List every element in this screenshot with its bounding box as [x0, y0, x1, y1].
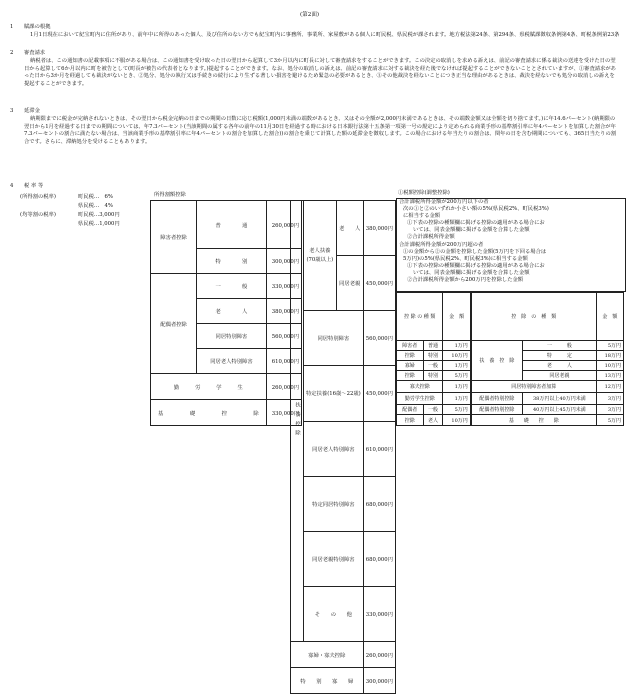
deduction-amount: 380,000円	[363, 201, 395, 256]
adj-sub: 一般	[423, 361, 443, 371]
adj-amount: 12万円	[596, 381, 623, 393]
deduction-type: 特 別	[197, 249, 267, 274]
deduction-amount	[363, 531, 395, 586]
adj-amount: 1万円	[443, 381, 471, 393]
adj-cat: 寡婦	[397, 361, 424, 371]
adj-cat: 配偶者特別控除	[471, 393, 523, 405]
adj-sub: 一般	[423, 405, 443, 415]
adj-cat: 障害者	[397, 341, 424, 351]
adj-amount: 10万円	[443, 415, 471, 426]
section-number: 2	[10, 50, 13, 57]
deduction-amount: 330,000円	[266, 274, 301, 299]
adj-amount: 18万円	[596, 351, 623, 361]
adj-head: 控 除 の 種 類	[471, 293, 596, 341]
adjust-title: ①税額控除(調整控除)	[398, 190, 450, 197]
deduction-type: 特定扶養(16歳～22歳)	[304, 366, 364, 421]
adj-sub: 40万円以上45万円未満	[523, 405, 597, 415]
adjust-line: 次の①と②のいずれか小さい額の5%(県民税2%、町民税3%)	[403, 206, 549, 213]
page-title: (第2面)	[300, 10, 319, 18]
section-number: 3	[10, 108, 13, 115]
adj-sub: 特別	[423, 371, 443, 381]
deduction-table-title: 所得割額控除	[154, 192, 186, 199]
adj-sub: 普通	[423, 341, 443, 351]
deduction-type: 老人扶養 (70歳以上)	[304, 201, 337, 311]
deduction-amount: 560,000円	[363, 311, 395, 366]
deduction-type: 同居老人特別障害	[197, 349, 267, 374]
adjust-line: いては、同表金額欄に掲げる金額を合算した金額	[413, 227, 530, 234]
adj-cat: 基 礎 控 除	[471, 415, 596, 426]
adj-amount: 1万円	[443, 361, 471, 371]
section-heading: 賦課の根拠	[24, 24, 51, 31]
deduction-amount	[363, 642, 395, 668]
deduction-category: 配偶者控除	[151, 274, 197, 374]
section-heading: 審査請求	[24, 50, 45, 57]
deduction-type	[291, 642, 364, 668]
adjust-line: ①の金額から②の金額を控除した金額(5万円を下回る場合は	[403, 249, 546, 256]
rate-value: 町民税…3,000円	[78, 212, 120, 219]
adj-amount: 3万円	[596, 393, 623, 405]
adj-cat: 配偶者	[397, 405, 424, 415]
deduction-type: 勤 労 学 生	[151, 374, 267, 400]
adj-head: 控 除 の 種 類	[397, 293, 443, 341]
adjust-line: 合計課税所得金額が200万円超の者	[399, 242, 483, 249]
adj-amount: 5万円	[596, 415, 623, 426]
adj-head: 金 額	[443, 293, 471, 341]
deduction-amount: 450,000円	[363, 256, 395, 311]
adj-sub: 老人	[423, 415, 443, 426]
adjust-line: いては、同表金額欄に掲げる金額を合算した金額	[413, 270, 530, 277]
adj-cat: 寡夫控除	[397, 381, 443, 393]
adj-amount: 1万円	[443, 393, 471, 405]
deduction-type: 特定同居特別障害	[304, 476, 364, 531]
adj-cat: 勤労学生控除	[397, 393, 443, 405]
deduction-type	[291, 668, 364, 694]
deduction-type: 老 人	[197, 299, 267, 324]
deduction-type: 普 通	[197, 201, 267, 249]
adj-amount: 1万円	[443, 341, 471, 351]
adj-cat: 控除	[397, 371, 424, 381]
section-text: 納税者は、この通知書の記載事項に不服がある場合は、この通知書を受け取った日の翌日から起算して3か月以内に町長に対して審査請求をすることができます。この決定の取消しを求める訴えは、前記の審査請求に係る裁決の送達を受けた日の翌日から起算して6か月以内に町を被告として(町長が被告の代表者となります。)提起することができます。なお、処分の取消しの訴えは、前記の審査請求に対する裁決を経た後でなければ提起することができないこととされていますが、①審査請求があった日から3か月を経過しても裁決がないとき、②処分、処分の執行又は手続きの続行により生ずる著しい損害を避けるため緊急の必要があるとき、③その他裁決を経ないことにつき正当な理由があるときは、裁決を経ないでも処分の取消しの訴えを提起することができます。	[24, 58, 620, 88]
deduction-amount: 260,000円	[266, 201, 301, 249]
adjust-line: 合計課税所得金額が200万円以下の者	[399, 199, 489, 206]
adj-sub: 老 人	[523, 361, 597, 371]
deduction-type: 同居特別障害	[304, 311, 364, 366]
adj-amount: 10万円	[596, 361, 623, 371]
adj-sub: 一 般	[523, 341, 597, 351]
adjust-line: ①下表の控除の種類欄に掲げる控除の適用がある場合にお	[407, 263, 545, 270]
deduction-type	[304, 531, 364, 586]
deduction-amount: 380,000円	[266, 299, 301, 324]
section-text: 1月1日現在において紀宝町内に住所があり、前年中に所得のあった個人、及び住所のない方でも紀宝町内に事務所、事業所、家屋敷がある個人に町民税、県民税が課されます。地方税法第24条、第294条、県税賦課徴収条例第4条、町税条例第23条	[24, 32, 620, 40]
adj-cat: 同居特別障害者加算	[471, 381, 596, 393]
deduction-amount: 610,000円	[363, 421, 395, 476]
deduction-amount: 300,000円	[266, 249, 301, 274]
deduction-type: 同居老人特別障害	[304, 421, 364, 476]
section-heading: 延滞金	[24, 108, 40, 115]
adjust-line: ②合計課税所得金額から200万円を控除した金額	[407, 277, 523, 284]
adj-amount: 5万円	[443, 405, 471, 415]
deduction-amount: 680,000円	[363, 476, 395, 531]
section-heading: 税 率 等	[24, 183, 43, 190]
adjust-table	[396, 292, 624, 426]
deduction-category: 障害者控除	[151, 201, 197, 274]
section-number: 4	[10, 183, 13, 190]
adj-amount: 13万円	[596, 371, 623, 381]
deduction-amount: 560,000円	[266, 324, 301, 349]
adj-amount: 5万円	[443, 371, 471, 381]
rate-label: (均等割の税率)	[20, 212, 56, 219]
rate-value: 県民税… 4%	[78, 203, 113, 210]
deduction-table-left	[150, 200, 302, 426]
adj-amount: 3万円	[596, 405, 623, 415]
fuyo-vertical-label: 扶養控除	[291, 201, 304, 642]
adjust-line: 5万円)の5%(県民税2%、町民税3%)に相当する金額	[403, 256, 528, 263]
adj-cat: 控除	[397, 415, 424, 426]
deduction-table-right	[290, 200, 396, 694]
deduction-type: 同居特別障害	[197, 324, 267, 349]
adjust-line: に相当する金額	[403, 213, 440, 220]
adj-cat: 扶 養 控 除	[471, 341, 523, 381]
deduction-amount	[363, 668, 395, 694]
deduction-subtype: 老 人	[336, 201, 363, 256]
rate-value: 町民税… 6%	[78, 194, 113, 201]
section-text: 納期限までに税金が完納されないときは、その翌日から税金完納の日までの期間の日数に応じ税額(1,000円未満の端数があるとき、又はその全額が2,000円未満であるときは、その端数金額又は全額を切り捨てます。)に年14.6パーセント(納期限の翌日から1月を経過する日までの期間については、年7.3パーセント(当該期間の属する各年の前年の11月30日を経過する時における日本銀行法第十五条第一項第一号の規定により定められる商業手形の基準割引率に年4パーセントを加算した割合が年7.3パーセントの割合に満たない場合は、当該商業手形の基準割引率に年4パーセントの割合を加算した割合))の割合を乗じて計算した額の延滞金を徴収します。この場合における年当たりの割合は、閏年の日を含む期間についても、365日当たりの割合です。さらに、滞納処分を受けることもあります。	[24, 116, 620, 146]
deduction-amount: 450,000円	[363, 366, 395, 421]
deduction-amount: 610,000円	[266, 349, 301, 374]
section-number: 1	[10, 24, 13, 31]
rate-value: 県民税…1,000円	[78, 221, 120, 228]
adj-sub: 特別	[423, 351, 443, 361]
adjust-line: ①下表の控除の種類欄に掲げる控除の適用がある場合にお	[407, 220, 545, 227]
deduction-subtype: 同居老親	[336, 256, 363, 311]
adj-amount: 5万円	[596, 341, 623, 351]
deduction-type	[304, 586, 364, 641]
deduction-amount: 330,000円	[266, 400, 301, 426]
adj-head: 金 額	[596, 293, 623, 341]
deduction-type: 基 礎 控 除	[151, 400, 267, 426]
deduction-amount	[363, 586, 395, 641]
deduction-amount: 260,000円	[266, 374, 301, 400]
adj-sub: 38万円以上40万円未満	[523, 393, 597, 405]
adjust-line: ②合計課税所得金額	[407, 234, 455, 241]
adj-cat: 配偶者特別控除	[471, 405, 523, 415]
adj-amount: 10万円	[443, 351, 471, 361]
adj-sub: 同居老親	[523, 371, 597, 381]
adj-sub: 特 定	[523, 351, 597, 361]
rate-label: (所得割の税率)	[20, 194, 56, 201]
deduction-type: 一 般	[197, 274, 267, 299]
adj-cat: 控除	[397, 351, 424, 361]
